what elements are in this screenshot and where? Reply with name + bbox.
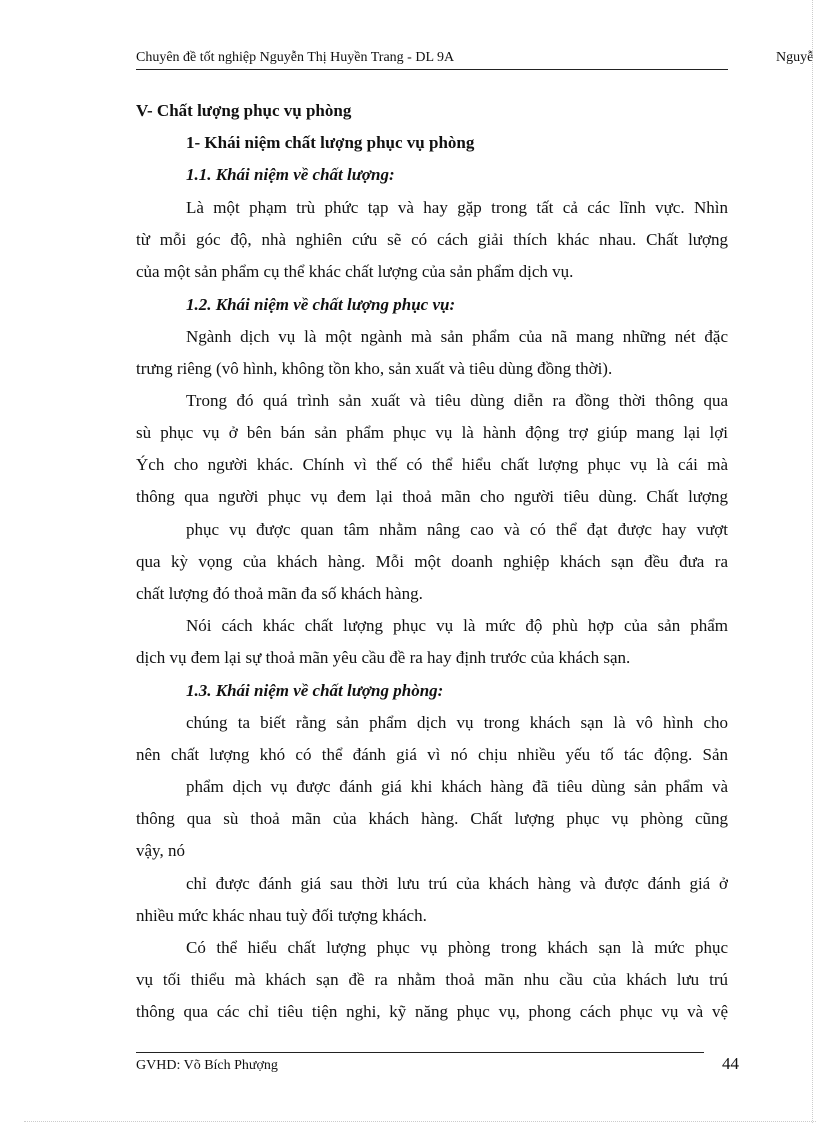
paragraph-line: chỉ được đánh giá sau thời lưu trú của khách hàng và được đánh giá ở	[186, 874, 728, 893]
footer-supervisor: GVHD: Võ Bích Phượng	[136, 1058, 278, 1073]
paragraph-line: từ mỗi góc độ, nhà nghiên cứu sẽ có cách giải thích khác nhau. Chất lượng	[136, 230, 728, 249]
heading-1-2: 1.2. Khái niệm về chất lượng phục vụ:	[186, 295, 456, 314]
header-author: Nguyễ	[776, 50, 814, 65]
paragraph-line: Trong đó quá trình sản xuất và tiêu dùng diễn ra đồng thời thông qua	[186, 391, 728, 410]
page-bottom-edge	[24, 1121, 816, 1122]
paragraph-line: phẩm dịch vụ được đánh giá khi khách hàng đã tiêu dùng sản phẩm và	[186, 777, 728, 796]
paragraph-line: sù phục vụ ở bên bán sản phẩm phục vụ là hành động trợ giúp mang lại lợi	[136, 423, 728, 442]
paragraph-line: Nói cách khác chất lượng phục vụ là mức độ phù hợp của sản phẩm	[186, 616, 728, 635]
header-title: Chuyên đề tốt nghiệp Nguyễn Thị Huyền Trang - DL 9A	[136, 50, 455, 65]
paragraph-line: thông qua người phục vụ đem lại thoả mãn cho người tiêu dùng. Chất lượng	[136, 487, 728, 506]
footer-rule	[136, 1052, 704, 1053]
paragraph-line: thông qua sù thoả mãn của khách hàng. Chất lượng phục vụ phòng cũng	[136, 809, 728, 828]
paragraph-line: Ngành dịch vụ là một ngành mà sản phẩm của nã mang những nét đặc	[186, 327, 728, 346]
subsection-title: 1- Khái niệm chất lượng phục vụ phòng	[186, 133, 475, 152]
paragraph-line: nên chất lượng khó có thể đánh giá vì nó chịu nhiều yếu tố tác động. Sản	[136, 745, 728, 764]
page-header	[136, 49, 728, 70]
paragraph-line: nhiều mức khác nhau tuỳ đối tượng khách.	[136, 906, 427, 925]
paragraph-line: trưng riêng (vô hình, không tồn kho, sản xuất và tiêu dùng đồng thời).	[136, 359, 613, 378]
paragraph-line: qua kỳ vọng của khách hàng. Mỗi một doanh nghiệp khách sạn đều đưa ra	[136, 552, 728, 571]
paragraph-line: vậy, nó	[136, 841, 185, 860]
paragraph-line: Có thể hiểu chất lượng phục vụ phòng trong khách sạn là mức phục	[186, 938, 728, 957]
paragraph-line: Là một phạm trù phức tạp và hay gặp trong tất cả các lĩnh vực. Nhìn	[186, 198, 728, 217]
paragraph-line: Ých cho người khác. Chính vì thế có thể hiểu chất lượng phục vụ là cái mà	[136, 455, 728, 474]
paragraph-line: của một sản phẩm cụ thể khác chất lượng của sản phẩm dịch vụ.	[136, 262, 574, 281]
paragraph-line: thông qua các chỉ tiêu tiện nghi, kỹ năng phục vụ, phong cách phục vụ và vệ	[136, 1002, 728, 1021]
paragraph-line: chất lượng đó thoả mãn đa số khách hàng.	[136, 584, 423, 603]
paragraph-line: vụ tối thiểu mà khách sạn đề ra nhằm thoả mãn nhu cầu của khách lưu trú	[136, 970, 728, 989]
paragraph-line: dịch vụ đem lại sự thoả mãn yêu cầu đề ra hay định trước của khách sạn.	[136, 648, 631, 667]
page-right-edge	[812, 0, 813, 1123]
section-title: V- Chất lượng phục vụ phòng	[136, 101, 352, 120]
paragraph-line: phục vụ được quan tâm nhằm nâng cao và có thể đạt được hay vượt	[186, 520, 728, 539]
page-number: 44	[722, 1054, 739, 1073]
heading-1-1: 1.1. Khái niệm về chất lượng:	[186, 165, 395, 184]
paragraph-line: chúng ta biết rằng sản phẩm dịch vụ trong khách sạn là vô hình cho	[186, 713, 728, 732]
heading-1-3: 1.3. Khái niệm về chất lượng phòng:	[186, 681, 444, 700]
